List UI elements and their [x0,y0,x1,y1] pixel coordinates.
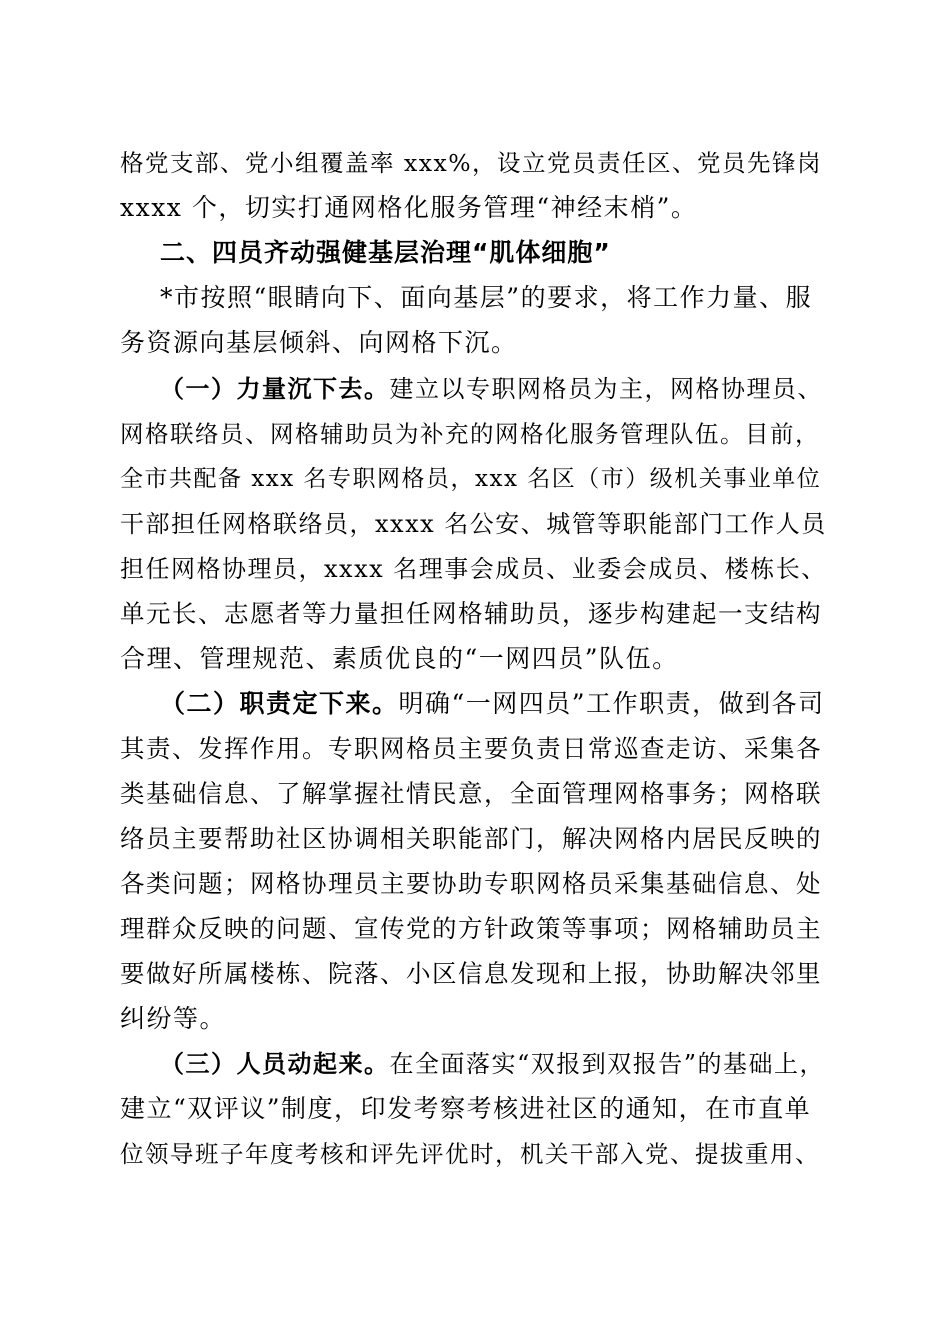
paragraph-line [160,1049,825,1079]
body-text-line: *市按照“眼睛向下、面向基层”的要求，将工作力量、服 [160,283,813,312]
body-text-line: 全市共配备 xxx 名专职网格员，xxx 名区（市）级机关事业单位 [120,466,822,492]
body-text-line: 务资源向基层倾斜、向网格下沉。 [120,328,518,357]
body-text-line: 各类问题；网格协理员主要协助专职网格员采集基础信息、处 [120,869,822,898]
body-text-line: 位领导班子年度考核和评先评优时，机关干部入党、提拔重用、 [120,1140,820,1168]
body-text-line: 合理、管理规范、素质优良的“一网四员”队伍。 [120,644,679,673]
body-text-line: 干部担任网格联络员，xxxx 名公安、城管等职能部门工作人员 [120,510,827,538]
section-heading: 二、四员齐动强健基层治理“肌体细胞” [160,238,611,267]
body-text-line: 网格联络员、网格辅助员为补充的网格化服务管理队伍。目前， [120,420,820,448]
body-text: 明确“一网四员”工作职责，做到各司 [398,689,825,718]
body-text-line: 类基础信息、了解掌握社情民意，全面管理网格事务；网格联 [120,779,822,808]
paragraph-line [160,374,823,404]
body-text-line: 要做好所属楼栋、院落、小区信息发现和上报，协助解决邻里 [120,959,822,988]
body-text: 在全面落实“双报到双报告”的基础上， [389,1050,826,1078]
subsection-heading: （三）人员动起来。 [160,1049,390,1078]
body-text-line: 纠纷等。 [120,1004,227,1033]
body-text-line: 格党支部、党小组覆盖率 xxx%，设立党员责任区、党员先锋岗 [120,149,823,177]
body-text: 建立以专职网格员为主，网格协理员、 [389,375,823,403]
body-text-line: xxxx 个，切实打通网格化服务管理“神经末梢”。 [120,193,698,222]
paragraph-line [160,689,825,719]
subsection-heading: （二）职责定下来。 [160,689,399,718]
body-text-line: 建立“双评议”制度，印发考察考核进社区的通知，在市直单 [120,1094,812,1123]
body-text-line: 担任网格协理员，xxxx 名理事会成员、业委会成员、楼栋长、 [120,555,827,583]
body-text-line: 单元长、志愿者等力量担任网格辅助员，逐步构建起一支结构 [120,599,822,628]
body-text-line: 理群众反映的问题、宣传党的方针政策等事项；网格辅助员主 [120,914,822,943]
body-text-line: 络员主要帮助社区协调相关职能部门，解决网格内居民反映的 [120,824,822,853]
body-text-line: 其责、发挥作用。专职网格员主要负责日常巡查走访、采集各 [120,734,822,763]
subsection-heading: （一）力量沉下去。 [160,374,390,403]
